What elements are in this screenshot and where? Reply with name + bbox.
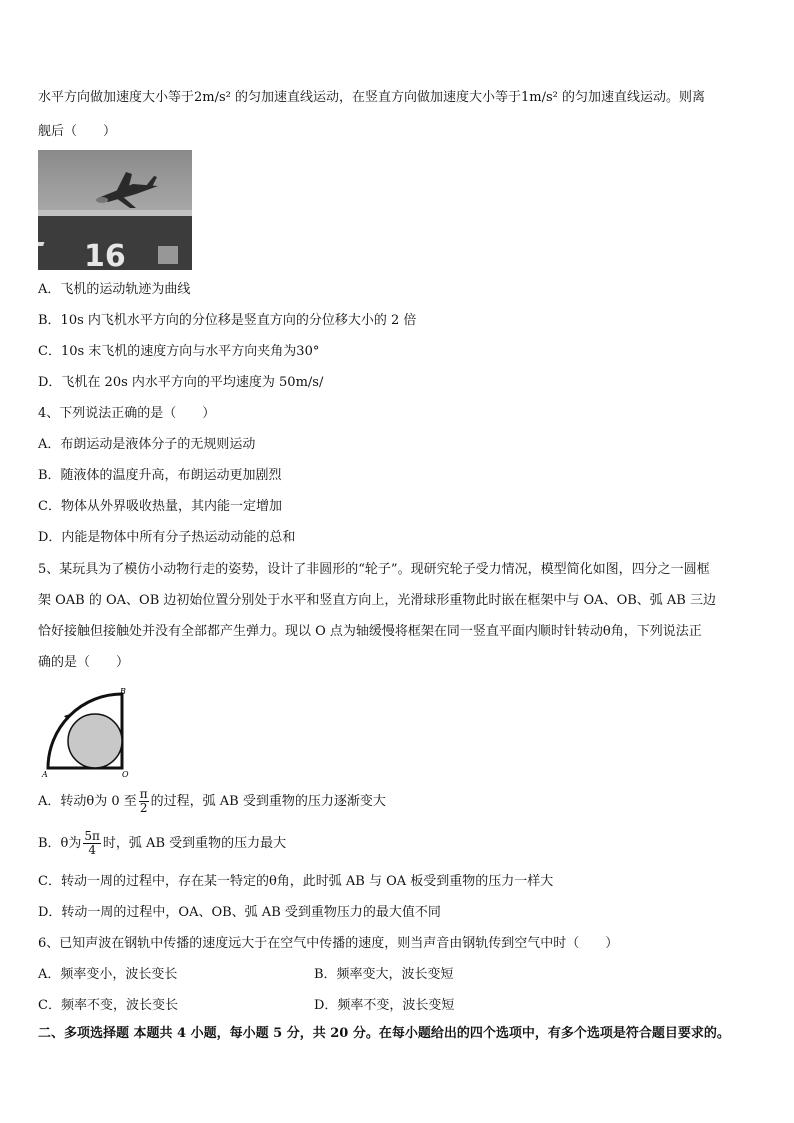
q5-option-b bbox=[38, 830, 286, 857]
frac-den: 4 bbox=[88, 843, 96, 857]
q3-option-c: C．10s 末飞机的速度方向与水平方向夹角为30° bbox=[38, 344, 320, 359]
q5-option-a-post: 的过程，弧 AB 受到重物的压力逐渐变大 bbox=[150, 794, 386, 809]
q6-option-c: C．频率不变，波长变长 bbox=[38, 998, 178, 1013]
q5-stem-line1: 5、某玩具为了模仿小动物行走的姿势，设计了非圆形的“轮子”。现研究轮子受力情况，模型简化如图，四分之一圆框 bbox=[38, 562, 710, 577]
q3-option-d: D．飞机在 20s 内水平方向的平均速度为 50m/s/ bbox=[38, 375, 324, 390]
q6-option-d: D．频率不变，波长变短 bbox=[314, 998, 455, 1013]
q3-option-a: A．飞机的运动轨迹为曲线 bbox=[38, 282, 191, 297]
q5-option-a-pre: A．转动θ为 0 至 bbox=[38, 794, 137, 809]
q4-option-a: A．布朗运动是液体分子的无规则运动 bbox=[38, 437, 256, 452]
section-2-heading: 二、多项选择题 本题共 4 小题，每小题 5 分，共 20 分。在每小题给出的四个选项中，有多个选项是符合题目要求的。 bbox=[38, 1026, 730, 1041]
q5-option-b-pre: B．θ为 bbox=[38, 836, 82, 851]
q5-option-d: D．转动一周的过程中，OA、OB、弧 AB 受到重物压力的最大值不同 bbox=[38, 905, 441, 920]
label-o: O bbox=[122, 770, 129, 778]
q4-stem: 4、下列说法正确的是（ ） bbox=[38, 406, 216, 421]
q3-option-b: B．10s 内飞机水平方向的分位移是竖直方向的分位移大小的 2 倍 bbox=[38, 313, 417, 328]
q4-option-c: C．物体从外界吸收热量，其内能一定增加 bbox=[38, 499, 282, 514]
fraction-pi-over-2 bbox=[139, 788, 149, 815]
jet-takeoff-photo bbox=[38, 150, 192, 270]
q5-option-c: C．转动一周的过程中，存在某一特定的θ角，此时弧 AB 与 OA 板受到重物的压力一样大 bbox=[38, 874, 554, 889]
q5-option-b-post: 时，弧 AB 受到重物的压力最大 bbox=[102, 836, 287, 851]
q5-stem-line3: 恰好接触但接触处并没有全部都产生弹力。现以 O 点为轴缓慢将框架在同一竖直平面内顺时针转动θ角，下列说法正 bbox=[38, 624, 702, 639]
q6-option-a: A．频率变小，波长变长 bbox=[38, 967, 178, 982]
frac-num: 5π bbox=[84, 829, 100, 843]
q4-option-d: D．内能是物体中所有分子热运动动能的总和 bbox=[38, 530, 296, 545]
label-a: A bbox=[42, 770, 48, 778]
frac-den: 2 bbox=[139, 801, 148, 815]
frac-num: π bbox=[139, 787, 148, 801]
label-b: B bbox=[120, 687, 126, 696]
q3-stem-line1: 水平方向做加速度大小等于2m/s² 的匀加速直线运动，在竖直方向做加速度大小等于1m/s² 的匀加速直线运动。则离 bbox=[38, 90, 705, 105]
q3-stem-line2: 舰后（ ） bbox=[38, 124, 117, 139]
q6-option-b: B．频率变大，波长变短 bbox=[314, 967, 454, 982]
q4-option-b: B．随液体的温度升高，布朗运动更加剧烈 bbox=[38, 468, 282, 483]
q5-option-a bbox=[38, 788, 386, 815]
deck-number: 16 bbox=[84, 239, 126, 270]
quarter-circle-frame-diagram bbox=[40, 686, 140, 778]
q6-stem: 6、已知声波在钢轨中传播的速度远大于在空气中传播的速度，则当声音由钢轨传到空气中时（ ） bbox=[38, 936, 619, 951]
q5-stem-line2: 架 OAB 的 OA、OB 边初始位置分别处于水平和竖直方向上，光滑球形重物此时嵌在框架中与 OA、OB、弧 AB 三边 bbox=[38, 593, 716, 608]
fraction-5pi-over-4 bbox=[83, 830, 101, 857]
q5-stem-line4: 确的是（ ） bbox=[38, 655, 130, 670]
